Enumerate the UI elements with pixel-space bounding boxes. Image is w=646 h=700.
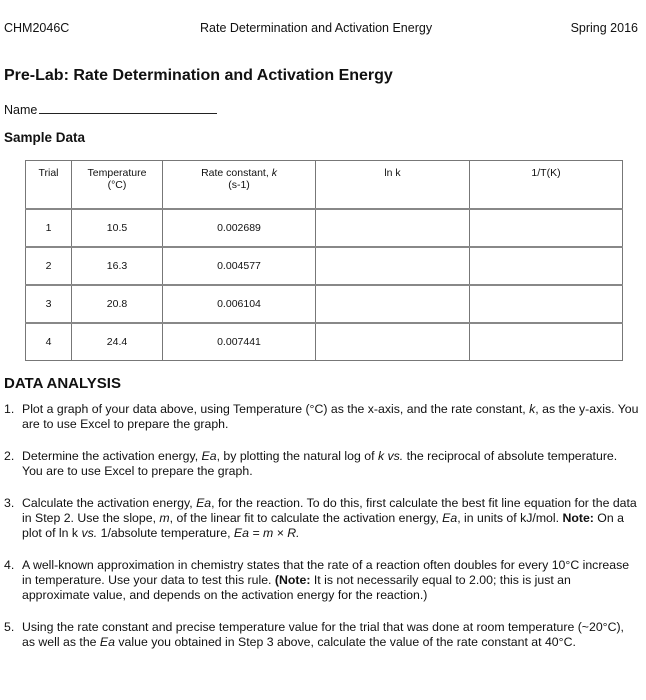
- item-number: 4.: [4, 558, 15, 572]
- table-cell[interactable]: [470, 209, 623, 247]
- name-label: Name: [4, 103, 38, 117]
- item-text: , by plotting the natural log of: [216, 449, 378, 463]
- header-line: Rate constant, k: [201, 167, 277, 179]
- item-text: Ea: [196, 496, 212, 510]
- column-header: [163, 161, 316, 210]
- table-cell[interactable]: [316, 323, 470, 361]
- table-cell: 0.006104: [163, 285, 316, 323]
- list-item: [0, 620, 640, 650]
- item-number: 3.: [4, 496, 15, 510]
- item-text: m: [159, 511, 170, 525]
- header-topic: Rate Determination and Activation Energy: [200, 21, 433, 35]
- table-cell: 0.004577: [163, 247, 316, 285]
- item-number: 2.: [4, 449, 15, 463]
- table-cell: 2: [26, 247, 72, 285]
- item-number: 1.: [4, 402, 15, 416]
- table-cell: 1: [26, 209, 72, 247]
- item-number: 5.: [4, 620, 15, 634]
- column-header: [316, 161, 470, 210]
- sample-data-table: [25, 160, 623, 361]
- item-text: On a plot of ln k: [22, 511, 624, 540]
- item-text: , of the linear fit to calculate the activation energy,: [169, 511, 443, 525]
- header-line: Trial: [38, 167, 59, 179]
- item-text: Ea: [201, 449, 217, 463]
- table-cell[interactable]: [316, 247, 470, 285]
- header-line: ln k: [384, 167, 401, 179]
- table-cell: 3: [26, 285, 72, 323]
- list-item: [0, 402, 640, 432]
- column-header: [72, 161, 163, 210]
- item-text: the reciprocal of absolute temperature. You are to use Excel to prepare the graph.: [22, 449, 618, 478]
- table-header-row: [26, 161, 623, 210]
- table-cell: 0.002689: [163, 209, 316, 247]
- name-blank-line[interactable]: [39, 101, 217, 114]
- column-header: [26, 161, 72, 210]
- table-cell: 16.3: [72, 247, 163, 285]
- header-term: Spring 2016: [570, 21, 638, 35]
- table-cell: 0.007441: [163, 323, 316, 361]
- item-text: vs.: [81, 526, 98, 540]
- item-text: k vs.: [377, 449, 404, 463]
- table-cell[interactable]: [470, 323, 623, 361]
- data-analysis-heading: DATA ANALYSIS: [4, 375, 121, 392]
- table-cell[interactable]: [470, 247, 623, 285]
- item-text: , in units of kJ/mol.: [457, 511, 563, 525]
- item-text: Note:: [562, 511, 594, 525]
- table-cell: 20.8: [72, 285, 163, 323]
- list-item: [0, 558, 640, 603]
- course-code: CHM2046C: [4, 21, 70, 35]
- item-text: Using the rate constant and precise temperature value for the trial that was done at room temperature (~20°C), as well as the: [22, 620, 624, 649]
- column-header: [470, 161, 623, 210]
- item-text: , as the y-axis. You are to use Excel to prepare the graph.: [22, 402, 639, 431]
- page-title: Pre-Lab: Rate Determination and Activation Energy: [4, 67, 393, 84]
- item-text: Ea = m × R.: [233, 526, 300, 540]
- header-line: 1/T(K): [531, 167, 561, 179]
- table-cell[interactable]: [316, 285, 470, 323]
- item-text: Ea: [99, 635, 115, 649]
- table-cell[interactable]: [470, 285, 623, 323]
- sample-data-heading: Sample Data: [4, 130, 86, 145]
- item-text: k: [529, 402, 536, 416]
- table-row: [26, 285, 623, 323]
- item-text: , for the reaction. To do this, first calculate the best fit line equation for the data in Step 2. Use the slope,: [22, 496, 637, 525]
- table-cell: 4: [26, 323, 72, 361]
- name-field[interactable]: [4, 101, 217, 117]
- list-item: [0, 449, 640, 479]
- table-cell: 10.5: [72, 209, 163, 247]
- analysis-list: [0, 402, 640, 667]
- header-unit: (s-1): [228, 179, 250, 191]
- item-text: Calculate the activation energy,: [22, 496, 197, 510]
- item-text: Determine the activation energy,: [22, 449, 202, 463]
- item-text: It is not necessarily equal to 2.00; this is just an approximate value, and depends on the activation energy for the reaction.): [22, 573, 571, 602]
- table-cell: 24.4: [72, 323, 163, 361]
- table-row: [26, 247, 623, 285]
- table-row: [26, 209, 623, 247]
- item-text: A well-known approximation in chemistry states that the rate of a reaction often doubles for every 10°C increase in temperature. Use your data to test this rule.: [22, 558, 630, 587]
- item-text: Plot a graph of your data above, using Temperature (°C) as the x-axis, and the rate constant,: [22, 402, 530, 416]
- list-item: [0, 496, 640, 541]
- item-text: 1/absolute temperature,: [97, 526, 234, 540]
- item-text: (Note:: [274, 573, 311, 587]
- header-line: Temperature: [87, 167, 147, 179]
- item-text: Ea: [442, 511, 458, 525]
- item-text: value you obtained in Step 3 above, calculate the value of the rate constant at 40°C.: [114, 635, 576, 649]
- table-cell[interactable]: [316, 209, 470, 247]
- header-unit: (°C): [107, 179, 127, 191]
- table-row: [26, 323, 623, 361]
